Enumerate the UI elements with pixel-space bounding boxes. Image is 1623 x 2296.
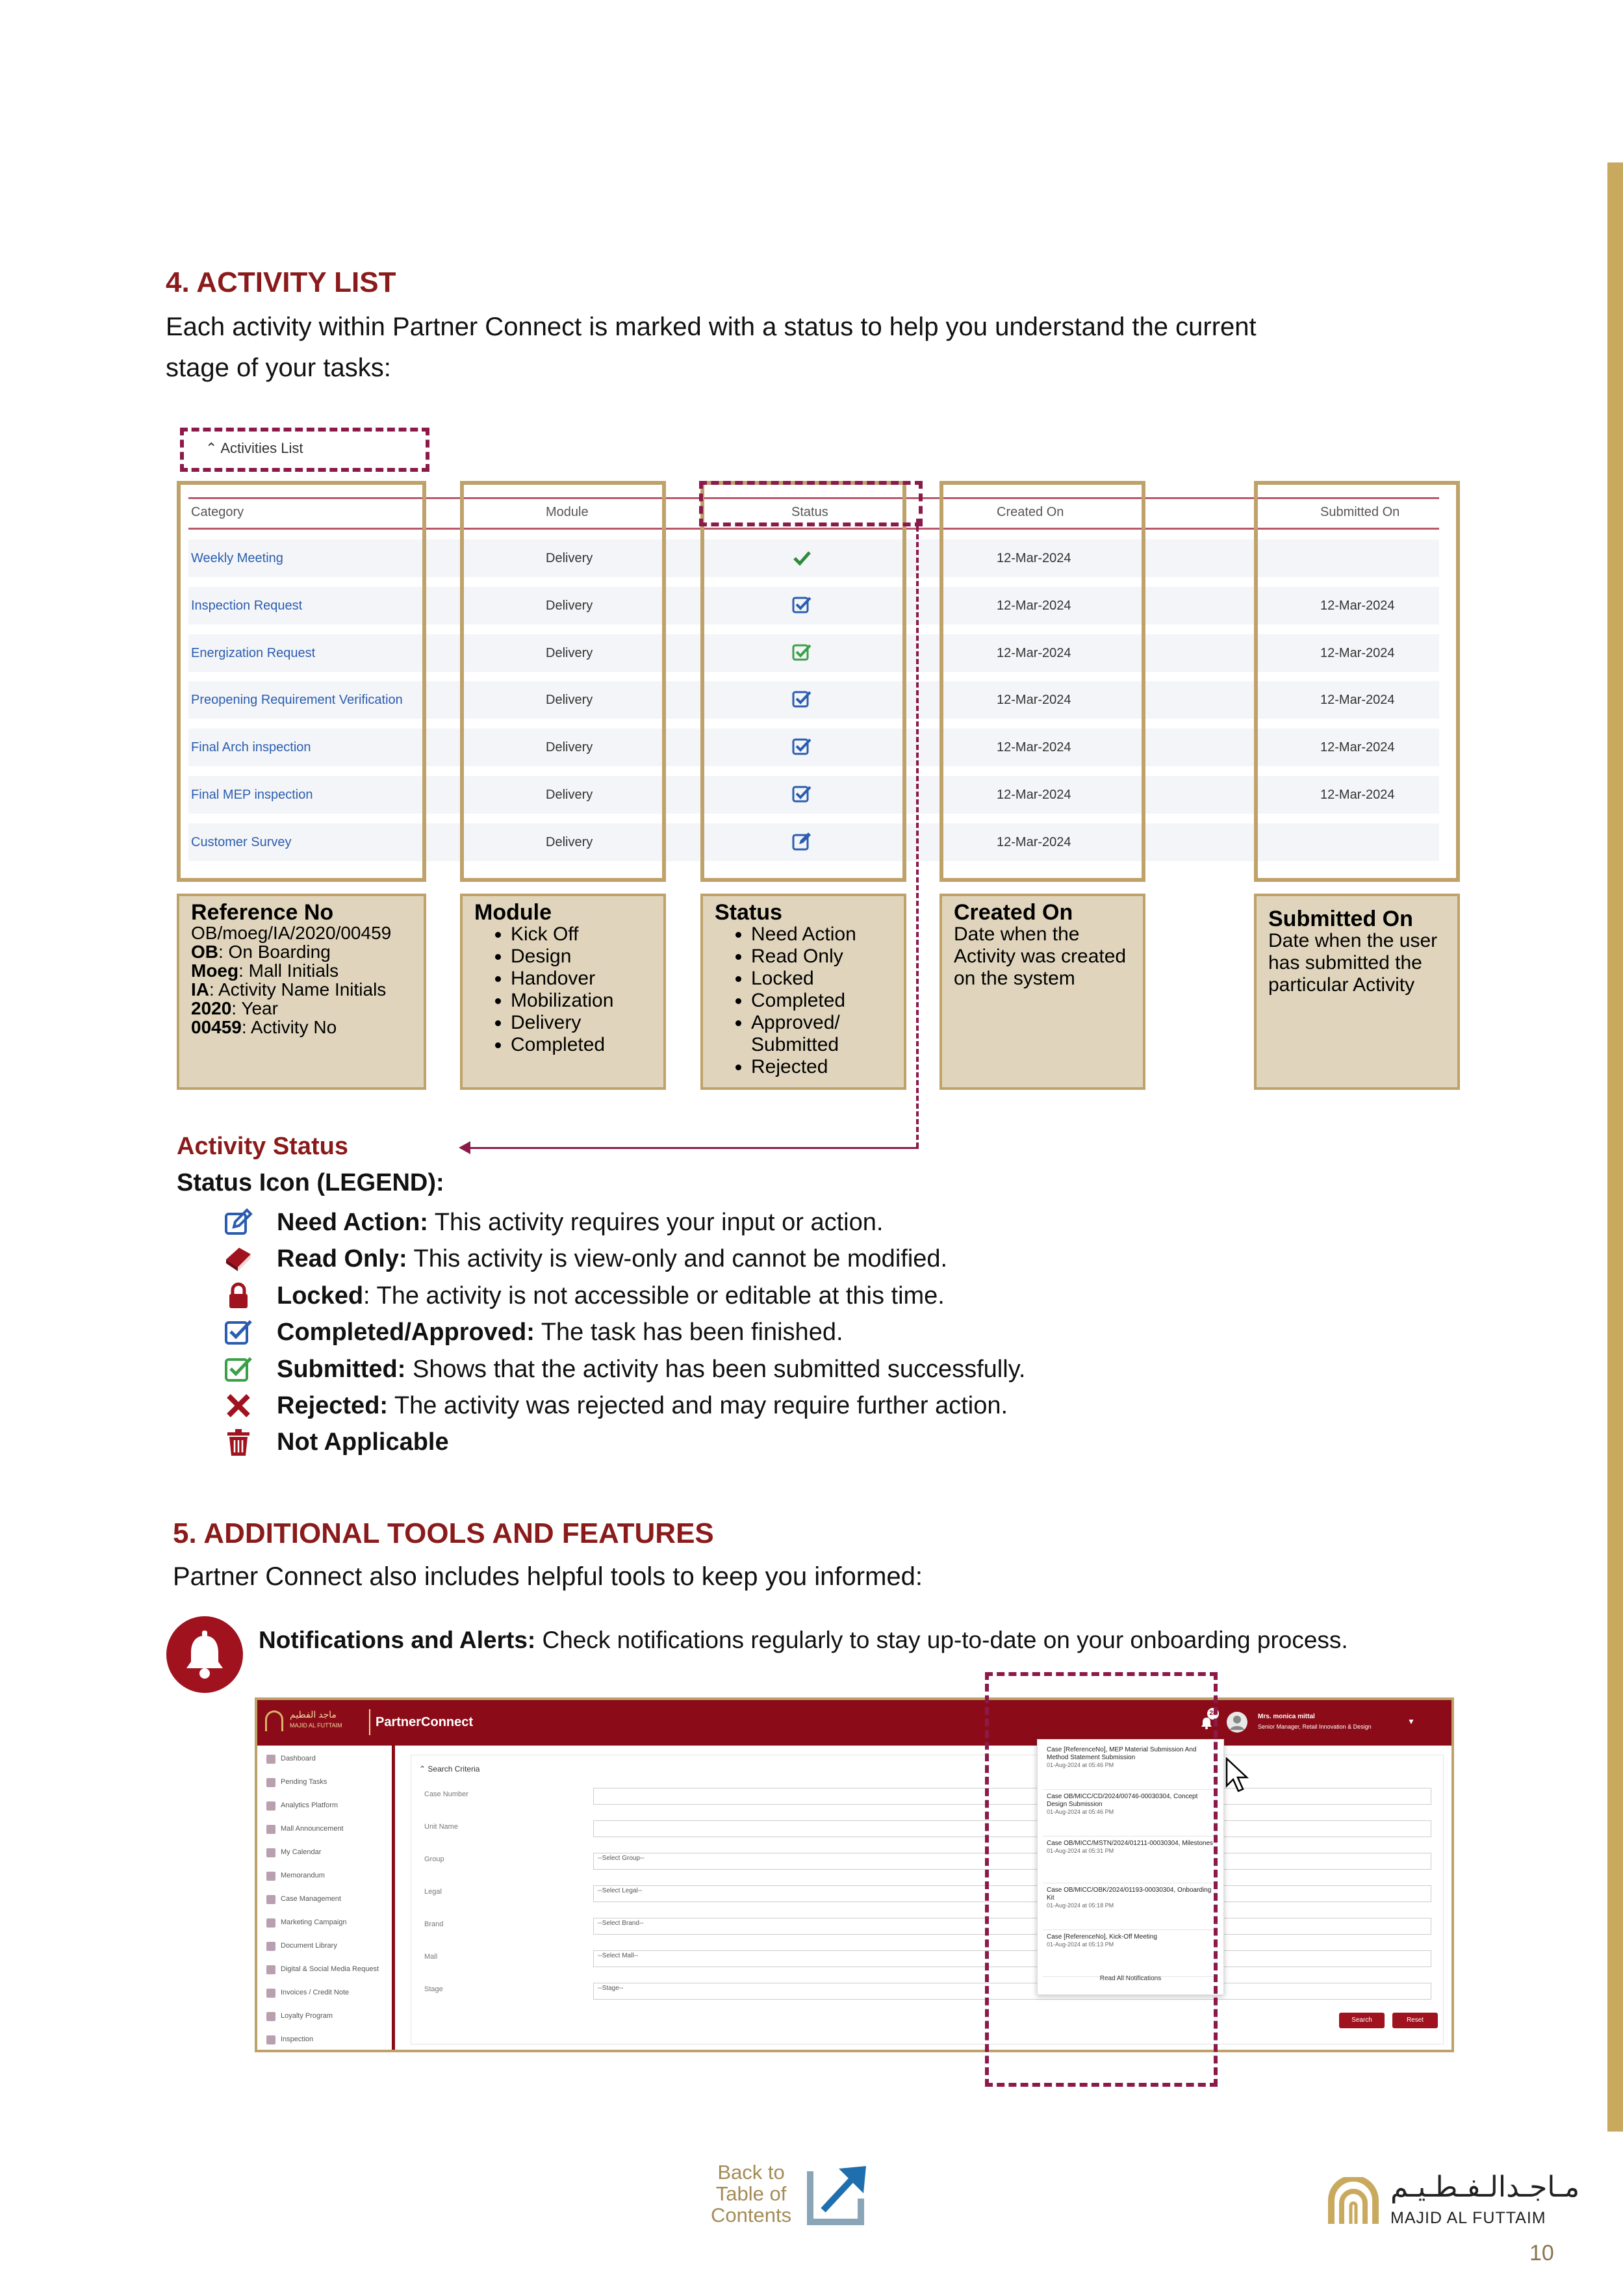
header-divider bbox=[369, 1709, 370, 1735]
module-item: • Kick Off bbox=[511, 923, 652, 946]
row-category-link[interactable]: Weekly Meeting bbox=[191, 551, 283, 565]
col-header-category: Category bbox=[191, 505, 244, 519]
search-field-input[interactable]: --Select Mall-- bbox=[593, 1950, 1431, 1967]
sidebar-item-icon bbox=[266, 2012, 275, 2021]
notification-date: 01-Aug-2024 at 05:13 PM bbox=[1047, 1941, 1114, 1948]
search-field-label: Legal bbox=[424, 1888, 442, 1896]
row-created-on: 12-Mar-2024 bbox=[997, 599, 1071, 613]
search-field-label: Mall bbox=[424, 1953, 438, 1961]
arrow-left-icon bbox=[459, 1141, 470, 1154]
read-only-icon bbox=[224, 1244, 253, 1274]
sidebar-item[interactable]: Memorandum bbox=[281, 1872, 325, 1879]
lock-icon bbox=[224, 1281, 253, 1311]
legend-item-label: Locked bbox=[277, 1282, 364, 1309]
reference-no-example: OB/moeg/IA/2020/00459 bbox=[191, 923, 392, 943]
section-4-intro bbox=[166, 307, 1563, 389]
row-module: Delivery bbox=[546, 646, 593, 660]
activities-list-toggle[interactable] bbox=[205, 440, 303, 457]
module-desc-title: Module bbox=[474, 900, 552, 925]
user-role: Senior Manager, Retail Innovation & Design bbox=[1258, 1723, 1372, 1730]
row-module: Delivery bbox=[546, 835, 593, 849]
activities-list-title: Activities List bbox=[220, 440, 303, 456]
back-to-toc-line-1: Back to bbox=[717, 2161, 785, 2184]
sidebar-item-icon bbox=[266, 1755, 275, 1764]
row-module: Delivery bbox=[546, 740, 593, 755]
row-created-on: 12-Mar-2024 bbox=[997, 551, 1071, 565]
status-connector-vertical bbox=[916, 519, 919, 1148]
sidebar-item[interactable]: Dashboard bbox=[281, 1755, 316, 1762]
submitted-desc-text: Date when the user has submitted the particular Activity bbox=[1268, 930, 1438, 996]
row-module: Delivery bbox=[546, 693, 593, 707]
reference-part bbox=[191, 1018, 412, 1037]
created-column-outline bbox=[939, 481, 1145, 882]
sidebar-item[interactable]: Inspection bbox=[281, 2035, 314, 2043]
legend-title: Status Icon (LEGEND): bbox=[177, 1169, 444, 1196]
category-column-outline bbox=[177, 481, 426, 882]
notifications-highlight bbox=[985, 1672, 1218, 2087]
reference-part-key: 2020 bbox=[191, 998, 232, 1018]
status-desc-title: Status bbox=[715, 900, 782, 925]
module-description bbox=[460, 894, 666, 1090]
legend-item-label: Read Only: bbox=[277, 1245, 407, 1272]
back-to-toc-line-3: Contents bbox=[711, 2204, 792, 2226]
row-category-link[interactable]: Final Arch inspection bbox=[191, 740, 311, 755]
legend-item-text: Shows that the activity has been submitted successfully. bbox=[405, 1356, 1026, 1383]
reference-no-title: Reference No bbox=[191, 900, 334, 925]
notification-date: 01-Aug-2024 at 05:46 PM bbox=[1047, 1762, 1114, 1768]
sidebar-item-icon bbox=[266, 1848, 275, 1857]
sidebar-item-icon bbox=[266, 1895, 275, 1904]
notifications-text: Check notifications regularly to stay up-to-date on your onboarding process. bbox=[535, 1627, 1348, 1653]
row-created-on: 12-Mar-2024 bbox=[997, 788, 1071, 802]
search-field-input[interactable]: --Select Group-- bbox=[593, 1853, 1431, 1870]
search-field-input[interactable]: --Stage-- bbox=[593, 1983, 1431, 2000]
legend-item-text: This activity is view-only and cannot be modified. bbox=[407, 1245, 948, 1272]
legend-item-label: Not Applicable bbox=[277, 1428, 449, 1456]
reference-part-key: 00459 bbox=[191, 1017, 242, 1037]
status-connector-horizontal bbox=[468, 1147, 919, 1149]
notifications-label: Notifications and Alerts: bbox=[259, 1627, 536, 1653]
sidebar-item[interactable]: Analytics Platform bbox=[281, 1801, 339, 1809]
status-column-outline bbox=[700, 481, 906, 882]
row-category-link[interactable]: Preopening Requirement Verification bbox=[191, 693, 403, 707]
footer-logo-latin: MAJID AL FUTTAIM bbox=[1390, 2209, 1546, 2227]
legend-item-text: : The activity is not accessible or editable at this time. bbox=[363, 1282, 945, 1309]
reference-part-value: : Activity Name Initials bbox=[209, 979, 387, 1000]
legend-item-label: Submitted: bbox=[277, 1356, 406, 1383]
status-description bbox=[700, 894, 906, 1090]
row-category-link[interactable]: Energization Request bbox=[191, 646, 316, 660]
chevron-up-icon: ⌃ bbox=[205, 440, 218, 456]
row-created-on: 12-Mar-2024 bbox=[997, 740, 1071, 755]
activity-status-heading: Activity Status bbox=[177, 1133, 348, 1160]
sidebar-item-icon bbox=[266, 1918, 275, 1928]
row-module: Delivery bbox=[546, 551, 593, 565]
search-criteria-title: Search Criteria bbox=[428, 1764, 480, 1774]
notification-title: Case OB/MICC/MSTN/2024/01211-00030304, Milestones bbox=[1047, 1840, 1214, 1847]
notification-title: Case OB/MICC/CD/2024/00746-00030304, Concept Design Submission bbox=[1047, 1793, 1198, 1808]
sidebar-item-icon bbox=[266, 1872, 275, 1881]
search-field-label: Group bbox=[424, 1855, 444, 1863]
legend-item bbox=[277, 1319, 843, 1347]
sidebar-item[interactable]: Case Management bbox=[281, 1895, 341, 1903]
back-to-toc-link[interactable] bbox=[711, 2161, 791, 2226]
intro-line-2: stage of your tasks: bbox=[166, 354, 391, 382]
col-header-module: Module bbox=[546, 505, 589, 519]
row-module: Delivery bbox=[546, 788, 593, 802]
notifications-description bbox=[259, 1627, 1348, 1654]
row-created-on: 12-Mar-2024 bbox=[997, 835, 1071, 849]
reference-part bbox=[191, 999, 412, 1018]
sidebar-item[interactable]: Digital & Social Media Request bbox=[281, 1965, 379, 1973]
module-item: • Delivery bbox=[511, 1012, 652, 1034]
search-field-input[interactable]: --Select Legal-- bbox=[593, 1885, 1431, 1902]
search-button[interactable]: Search bbox=[1339, 2013, 1385, 2028]
search-field-input[interactable]: --Select Brand-- bbox=[593, 1918, 1431, 1935]
read-all-notifications-link[interactable]: Read All Notifications bbox=[1099, 1975, 1162, 1982]
reference-part-value: : Activity No bbox=[241, 1017, 337, 1037]
notification-count-badge: 28 bbox=[1207, 1708, 1219, 1720]
sidebar-item-icon bbox=[266, 1801, 275, 1811]
notification-date: 01-Aug-2024 at 05:46 PM bbox=[1047, 1809, 1114, 1815]
notification-date: 01-Aug-2024 at 05:18 PM bbox=[1047, 1902, 1114, 1909]
module-item: • Mobilization bbox=[511, 990, 652, 1012]
bell-icon bbox=[166, 1616, 243, 1693]
submitted-icon bbox=[224, 1354, 253, 1384]
submitted-column-outline bbox=[1254, 481, 1460, 882]
legend-item-text: The activity was rejected and may require further action. bbox=[388, 1392, 1008, 1419]
reference-part-key: Moeg bbox=[191, 961, 239, 981]
legend-item-text: This activity requires your input or action. bbox=[428, 1209, 884, 1236]
sidebar-item[interactable]: Pending Tasks bbox=[281, 1778, 327, 1786]
back-arrow-icon[interactable] bbox=[804, 2160, 873, 2228]
section-5-heading: 5. ADDITIONAL TOOLS AND FEATURES bbox=[173, 1517, 714, 1549]
sidebar-item-icon bbox=[266, 1965, 275, 1974]
status-header-highlight bbox=[699, 481, 923, 526]
row-created-on: 12-Mar-2024 bbox=[997, 693, 1071, 707]
status-item: • Locked bbox=[751, 968, 892, 990]
portal-header bbox=[257, 1700, 1451, 1746]
status-item: • Approved/ Submitted bbox=[751, 1012, 892, 1056]
sidebar-item-icon bbox=[266, 1825, 275, 1834]
legend-item bbox=[277, 1356, 1025, 1384]
sidebar-item-icon bbox=[266, 1778, 275, 1787]
back-to-toc-line-2: Table of bbox=[715, 2182, 787, 2205]
footer-logo-arabic: مـاجـدالـفـطـيـم bbox=[1390, 2171, 1580, 2203]
module-item: • Handover bbox=[511, 968, 652, 990]
user-menu-chevron-down-icon[interactable]: ▼ bbox=[1407, 1717, 1415, 1726]
avatar[interactable] bbox=[1227, 1712, 1247, 1733]
sidebar-item[interactable]: Document Library bbox=[281, 1942, 337, 1950]
legend-item bbox=[277, 1209, 883, 1237]
reference-part-key: IA bbox=[191, 979, 209, 1000]
legend-item bbox=[277, 1282, 945, 1310]
reset-button[interactable]: Reset bbox=[1392, 2013, 1438, 2028]
row-created-on: 12-Mar-2024 bbox=[997, 646, 1071, 660]
reference-part bbox=[191, 942, 412, 961]
portal-brand-arabic: ماجد الفطيم bbox=[290, 1709, 337, 1720]
legend-item-label: Completed/Approved: bbox=[277, 1319, 535, 1346]
col-header-status: Status bbox=[791, 505, 828, 519]
status-item: • Need Action bbox=[751, 923, 892, 946]
portal-brand-latin: MAJID AL FUTTAIM bbox=[290, 1722, 342, 1729]
sidebar-item[interactable]: Invoices / Credit Note bbox=[281, 1989, 350, 1996]
row-submitted-on: 12-Mar-2024 bbox=[1320, 788, 1395, 802]
sidebar-item[interactable]: Marketing Campaign bbox=[281, 1918, 347, 1926]
page-number: 10 bbox=[1529, 2241, 1554, 2265]
row-category-link[interactable]: Customer Survey bbox=[191, 835, 292, 849]
notification-title: Case OB/MICC/OBK/2024/01193-00030304, Onboarding Kit bbox=[1047, 1887, 1212, 1902]
search-field-label: Case Number bbox=[424, 1790, 468, 1798]
user-name: Mrs. monica mittal bbox=[1258, 1713, 1315, 1720]
sidebar-item[interactable]: Loyalty Program bbox=[281, 2012, 333, 2020]
reference-part-value: : Mall Initials bbox=[238, 961, 339, 981]
row-category-link[interactable]: Inspection Request bbox=[191, 599, 303, 613]
reference-part-key: OB bbox=[191, 942, 218, 962]
legend-item-label: Rejected: bbox=[277, 1392, 389, 1419]
row-submitted-on: 12-Mar-2024 bbox=[1320, 693, 1395, 707]
completed-icon bbox=[224, 1317, 253, 1347]
sidebar-item-icon bbox=[266, 2035, 275, 2044]
page-edge-bar bbox=[1607, 162, 1623, 2132]
row-submitted-on: 12-Mar-2024 bbox=[1320, 599, 1395, 613]
reference-part-value: : On Boarding bbox=[218, 942, 331, 962]
module-item: • Design bbox=[511, 946, 652, 968]
row-module: Delivery bbox=[546, 599, 593, 613]
chevron-up-icon: ⌃ bbox=[419, 1764, 426, 1774]
rejected-icon bbox=[224, 1391, 253, 1421]
app-name: PartnerConnect bbox=[376, 1715, 474, 1729]
portal-sidebar bbox=[257, 1746, 395, 2050]
reference-part bbox=[191, 961, 412, 980]
section-5-intro: Partner Connect also includes helpful tools to keep you informed: bbox=[173, 1562, 923, 1591]
reference-part-value: : Year bbox=[231, 998, 278, 1018]
notification-date: 01-Aug-2024 at 05:31 PM bbox=[1047, 1848, 1114, 1854]
created-desc-title: Created On bbox=[954, 900, 1073, 925]
row-submitted-on: 12-Mar-2024 bbox=[1320, 740, 1395, 755]
sidebar-item-icon bbox=[266, 1989, 275, 1998]
sidebar-item-icon bbox=[266, 1942, 275, 1951]
submitted-desc-title: Submitted On bbox=[1268, 907, 1413, 931]
legend-item bbox=[277, 1245, 947, 1273]
created-desc-text: Date when the Activity was created on the system bbox=[954, 923, 1127, 989]
submitted-on-description bbox=[1254, 894, 1460, 1090]
section-4-heading: 4. ACTIVITY LIST bbox=[166, 266, 396, 298]
search-criteria-panel bbox=[411, 1755, 1444, 2044]
legend-item bbox=[277, 1392, 1008, 1420]
legend-item-text: The task has been finished. bbox=[534, 1319, 843, 1346]
reference-part bbox=[191, 980, 412, 999]
search-field-label: Unit Name bbox=[424, 1823, 458, 1831]
created-on-description bbox=[939, 894, 1145, 1090]
reference-no-description bbox=[177, 894, 426, 1090]
notification-title: Case [ReferenceNo], MEP Material Submission And Method Statement Submission bbox=[1047, 1746, 1197, 1761]
legend-item-label: Need Action: bbox=[277, 1209, 428, 1236]
search-field-label: Brand bbox=[424, 1920, 444, 1928]
sidebar-item[interactable]: Mall Announcement bbox=[281, 1825, 344, 1833]
search-criteria-toggle[interactable] bbox=[419, 1764, 479, 1774]
status-item: • Read Only bbox=[751, 946, 892, 968]
module-item: • Completed bbox=[511, 1034, 652, 1056]
trash-icon bbox=[224, 1427, 253, 1457]
partnerconnect-screenshot bbox=[255, 1697, 1454, 2052]
status-item: • Rejected bbox=[751, 1056, 892, 1078]
status-item: • Completed bbox=[751, 990, 892, 1012]
mouse-cursor-icon bbox=[1225, 1757, 1249, 1794]
majid-al-futtaim-logo-icon bbox=[1327, 2177, 1379, 2224]
row-submitted-on: 12-Mar-2024 bbox=[1320, 646, 1395, 660]
module-column-outline bbox=[460, 481, 666, 882]
legend-item bbox=[277, 1428, 449, 1456]
mall-logo-icon bbox=[265, 1710, 283, 1731]
notification-title: Case [ReferenceNo], Kick-Off Meeting bbox=[1047, 1933, 1157, 1941]
sidebar-item[interactable]: My Calendar bbox=[281, 1848, 322, 1856]
search-field-label: Stage bbox=[424, 1985, 443, 1993]
col-header-created: Created On bbox=[997, 505, 1064, 519]
col-header-submitted: Submitted On bbox=[1320, 505, 1400, 519]
intro-line-1: Each activity within Partner Connect is marked with a status to help you understand the current bbox=[166, 313, 1257, 341]
row-category-link[interactable]: Final MEP inspection bbox=[191, 788, 313, 802]
need-action-icon bbox=[224, 1207, 253, 1237]
